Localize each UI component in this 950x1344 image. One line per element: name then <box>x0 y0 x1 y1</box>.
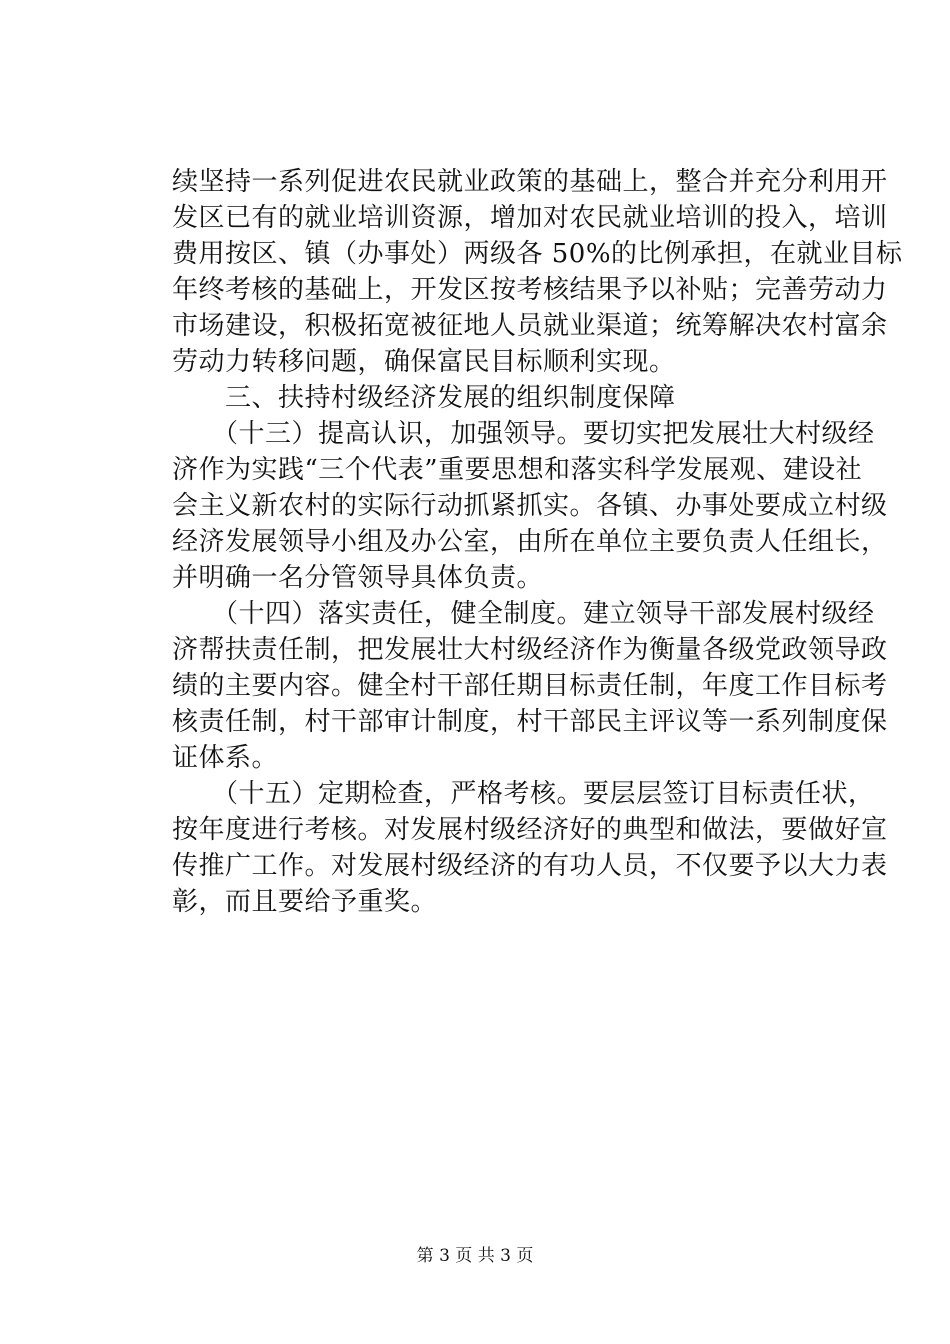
body-line: 彰，而且要给予重奖。 <box>172 887 438 917</box>
body-line: 续坚持一系列促进农民就业政策的基础上，整合并充分利用开 <box>172 167 888 197</box>
body-line: 济帮扶责任制，把发展壮大村级经济作为衡量各级党政领导政 <box>172 635 888 665</box>
document-body <box>172 164 903 920</box>
body-line: （十四）落实责任，健全制度。建立领导干部发展村级经 <box>172 599 875 629</box>
body-line: 劳动力转移问题，确保富民目标顺利实现。 <box>172 347 676 377</box>
body-line: 费用按区、镇（办事处）两级各 50%的比例承担，在就业目标 <box>172 239 903 269</box>
body-line: 绩的主要内容。健全村干部任期目标责任制，年度工作目标考 <box>172 671 888 701</box>
body-line: （十五）定期检查，严格考核。要层层签订目标责任状， <box>172 779 875 809</box>
body-line: 年终考核的基础上，开发区按考核结果予以补贴；完善劳动力 <box>172 275 888 305</box>
body-line: 会主义新农村的实际行动抓紧抓实。各镇、办事处要成立村级 <box>172 491 888 521</box>
body-line: 按年度进行考核。对发展村级经济好的典型和做法，要做好宣 <box>172 815 888 845</box>
body-line: （十三）提高认识，加强领导。要切实把发展壮大村级经 <box>172 419 875 449</box>
body-line: 发区已有的就业培训资源，增加对农民就业培训的投入，培训 <box>172 203 888 233</box>
body-line: 并明确一名分管领导具体负责。 <box>172 563 544 593</box>
body-line: 济作为实践“三个代表”重要思想和落实科学发展观、建设社 <box>172 455 863 485</box>
body-line: 传推广工作。对发展村级经济的有功人员，不仅要予以大力表 <box>172 851 888 881</box>
page-footer <box>0 1244 950 1268</box>
body-line: 市场建设，积极拓宽被征地人员就业渠道；统筹解决农村富余 <box>172 311 888 341</box>
body-line: 证体系。 <box>172 743 279 773</box>
body-line: 经济发展领导小组及办公室，由所在单位主要负责人任组长， <box>172 527 888 557</box>
body-line: 核责任制，村干部审计制度，村干部民主评议等一系列制度保 <box>172 707 888 737</box>
page-number-label: 第 3 页 共 3 页 <box>416 1246 534 1266</box>
section-heading: 三、扶持村级经济发展的组织制度保障 <box>172 383 676 413</box>
